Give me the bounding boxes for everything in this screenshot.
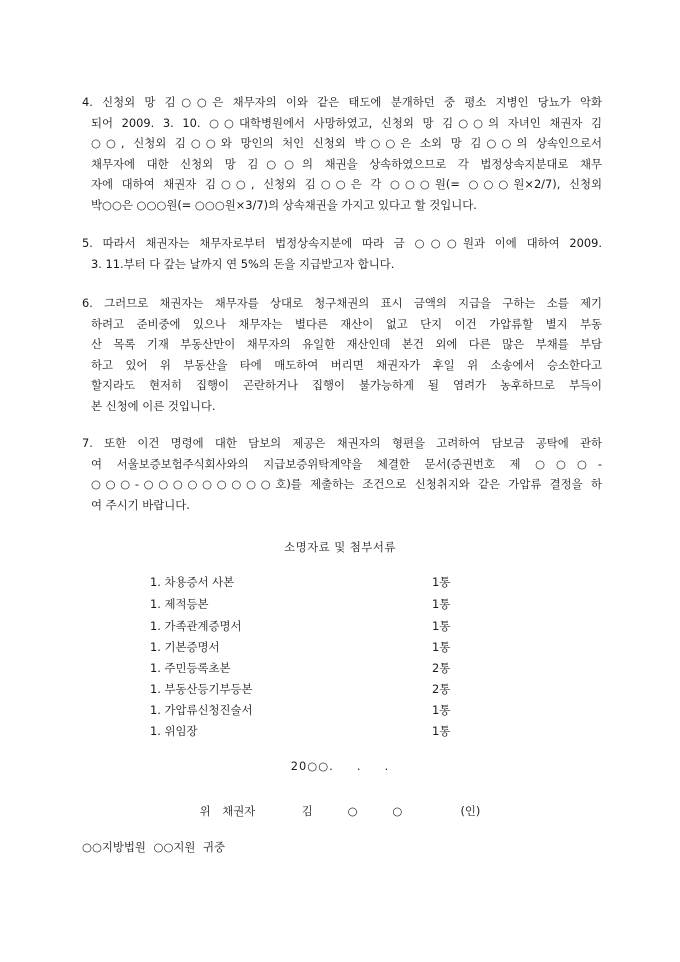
paragraph-line: 하고 있어 위 부동산을 타에 매도하여 버리면 채권자가 후일 위 소송에서 승소한다고 — [91, 357, 602, 372]
list-item — [150, 702, 460, 722]
paragraph-line: 6. 그러므로 채권자는 채무자를 상대로 청구채권의 표시 금액의 지급을 구하는 소를 제기 — [82, 296, 602, 310]
paragraph-line: 할지라도 현저히 집행이 곤란하거나 집행이 불가능하게 될 염려가 농후하므로 부득이 — [91, 378, 602, 393]
creditor-signature — [0, 803, 680, 819]
court-addressee: ○○지방법원 ○○지원 귀중 — [82, 840, 226, 854]
attachment-name: 1. 주민등록초본 — [150, 661, 231, 675]
attachment-count: 2통 — [432, 661, 451, 675]
paragraph-7 — [82, 433, 602, 515]
list-item — [150, 681, 460, 701]
paragraph-line: 5. 따라서 채권자는 채무자로부터 법정상속지분에 따라 금 ○○○원과 이에 대하여 2009. — [82, 236, 602, 250]
paragraph-line: 박○○은 ○○○원(= ○○○원×3/7)의 상속채권을 가지고 있다고 할 것입니다. — [91, 197, 477, 212]
paragraph-line: 3. 11.부터 다 갚는 날까지 연 5%의 돈을 지급받고자 합니다. — [91, 256, 395, 271]
paragraph-line: 본 신청에 이른 것입니다. — [91, 398, 216, 413]
paragraph-line: 4. 신청외 망 김○○은 채무자의 이와 같은 태도에 분개하던 중 평소 지병인 당뇨가 악화 — [82, 95, 602, 109]
attachment-name: 1. 위임장 — [150, 724, 198, 738]
attachment-count: 1통 — [432, 640, 451, 654]
paragraph-6 — [82, 293, 602, 417]
paragraph-line: 하려고 준비중에 있으나 채무자는 별다른 재산이 없고 단지 이건 가압류할 별지 부동 — [91, 316, 602, 331]
attachment-count: 2통 — [432, 682, 451, 696]
attachment-count: 1통 — [432, 597, 451, 611]
attachment-count: 1통 — [432, 724, 451, 738]
paragraph-line: 채무자에 대한 신청외 망 김○○의 채권을 상속하였으므로 각 법정상속지분대로 채무 — [91, 156, 602, 171]
attachment-count: 1통 — [432, 619, 451, 633]
document-date — [0, 759, 680, 773]
date-text: 20○○. . . — [290, 759, 390, 773]
paragraph-line: ○○, 신청외 김○○와 망인의 처인 신청외 박○○은 소외 망 김○○의 상속인으로서 — [91, 136, 602, 151]
paragraph-line: 자에 대하여 채권자 김○○, 신청외 김○○은 각 ○○○원(= ○○○원×2/7), 신청외 — [91, 177, 602, 192]
attachment-name: 1. 기본증명서 — [150, 640, 220, 654]
attachment-name: 1. 가압류신청진술서 — [150, 703, 253, 717]
attachment-name: 1. 차용증서 사본 — [150, 575, 235, 589]
list-item — [150, 596, 460, 616]
paragraph-line: 여 주시기 바랍니다. — [91, 497, 190, 512]
list-item — [150, 723, 460, 743]
paragraph-line: 되어 2009. 3. 10. ○○대학병원에서 사망하였고, 신청외 망 김○○의 자녀인 채권자 김 — [91, 115, 602, 130]
attachment-name: 1. 가족관계증명서 — [150, 619, 242, 633]
paragraph-4 — [82, 92, 602, 216]
paragraph-5 — [82, 233, 602, 274]
paragraph-line: 7. 또한 이건 명령에 대한 담보의 제공은 채권자의 형편을 고려하여 담보금 공탁에 관하 — [82, 436, 602, 450]
attachment-name: 1. 부동산등기부등본 — [150, 682, 253, 696]
list-item — [150, 574, 460, 594]
attachment-count: 1통 — [432, 703, 451, 717]
signature-text: 위 채권자 김 ○ ○ (인) — [199, 804, 481, 818]
attachment-count: 1통 — [432, 575, 451, 589]
list-item — [150, 639, 460, 659]
attachment-name: 1. 제적등본 — [150, 597, 209, 611]
list-item — [150, 618, 460, 638]
paragraph-line: 여 서울보증보험주식회사와의 지급보증위탁계약을 체결한 문서(증권번호 제 ○○○- — [91, 456, 602, 471]
list-item — [150, 660, 460, 680]
paragraph-line: 산 목록 기재 부동산만이 채무자의 유일한 재산인데 본건 외에 다른 많은 부채를 부담 — [91, 337, 602, 352]
attachments-title: 소명자료 및 첨부서류 — [284, 540, 396, 554]
paragraph-line: ○○○-○○○○○○○○○호)를 제출하는 조건으로 신청취지와 같은 가압류 결정을 하 — [91, 477, 602, 492]
